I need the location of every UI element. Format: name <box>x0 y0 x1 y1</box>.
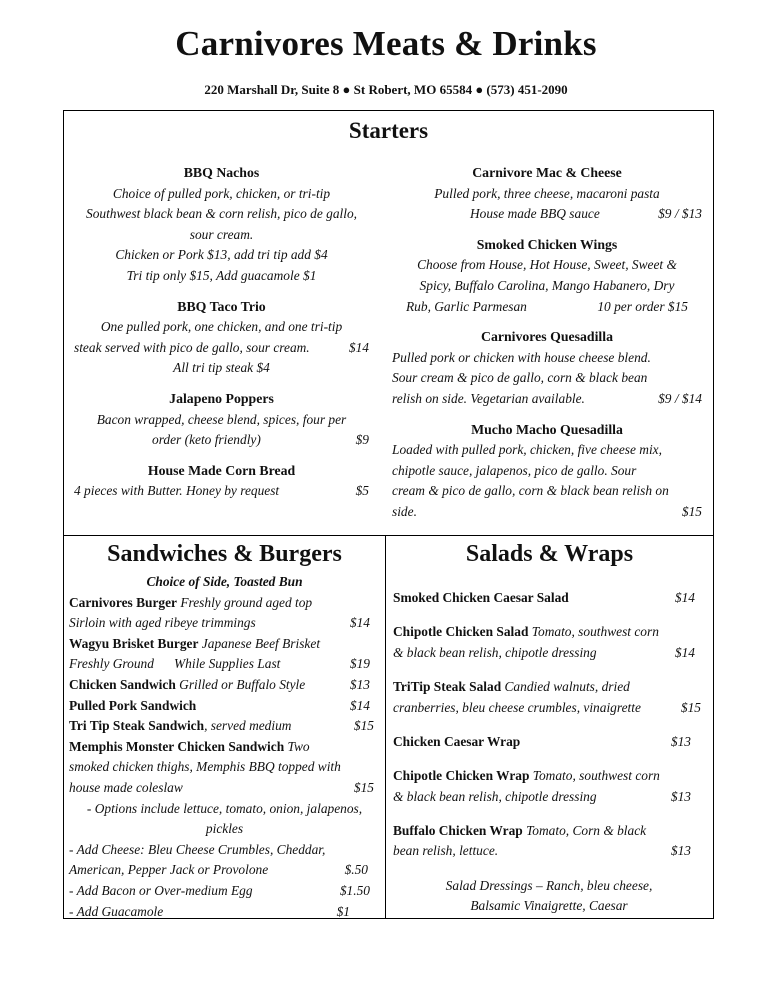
starters-left-column <box>74 163 369 512</box>
item-price: $15 <box>680 699 701 715</box>
item-desc: Tomato, Corn & black <box>522 822 647 838</box>
item-price: $15 <box>353 718 374 734</box>
menu-item-bbq-taco-trio <box>74 297 369 379</box>
item-desc: Freshly Ground While Supplies Last <box>69 656 281 672</box>
item-desc: Grilled or Buffalo Style <box>175 676 306 692</box>
item-desc: house made coleslaw <box>69 779 183 795</box>
item-desc: Loaded with pulled pork, chicken, five cheese mix, <box>392 442 662 458</box>
item-desc: chipotle sauce, jalapenos, pico de gallo. Sour <box>392 462 637 478</box>
item-desc: , served medium <box>204 718 292 734</box>
item-price: $13 <box>670 843 691 859</box>
item-name: House Made Corn Bread <box>147 462 296 478</box>
menu-item-tritip-salad <box>393 677 705 718</box>
item-price: $19 <box>349 656 370 672</box>
item-desc: & black bean relish, chipotle dressing <box>393 788 597 804</box>
item-name: Chipotle Chicken Salad <box>393 624 529 640</box>
salads-title: Salads & Wraps <box>465 541 634 567</box>
item-desc: & black bean relish, chipotle dressing <box>393 644 597 660</box>
item-price: $14 <box>674 590 695 605</box>
option-text: - Add Bacon or Over-medium Egg <box>69 882 253 898</box>
item-desc: Pulled pork, three cheese, macaroni pasta <box>434 185 660 201</box>
item-name: Tri Tip Steak Sandwich <box>69 718 205 734</box>
restaurant-title: Carnivores Meats & Drinks <box>175 24 597 63</box>
menu-item-corn-bread <box>74 461 369 502</box>
option-text: pickles <box>205 821 244 837</box>
item-desc: Southwest black bean & corn relish, pico de gallo, <box>86 206 357 222</box>
menu-item-chipotle-wrap <box>393 766 705 807</box>
item-desc: Sour cream & pico de gallo, corn & black bean <box>392 370 648 386</box>
item-name: Smoked Chicken Wings <box>476 236 618 252</box>
item-name: Mucho Macho Quesadilla <box>471 421 623 437</box>
item-price: $14 <box>348 339 369 355</box>
menu-item-smoked-caesar <box>393 588 705 609</box>
item-desc: Freshly ground aged top <box>176 594 313 610</box>
item-desc: cream & pico de gallo, corn & black bean relish on <box>392 483 669 499</box>
option-price: $.50 <box>344 862 368 878</box>
item-desc: steak served with pico de gallo, sour cream. <box>74 339 310 355</box>
menu-item-mucho-macho-quesadilla <box>392 420 702 523</box>
menu-item-carnivores-burger <box>69 593 380 634</box>
item-price-line: All tri tip steak $4 <box>173 360 270 376</box>
sandwiches-section <box>63 535 386 919</box>
starters-section <box>63 110 714 536</box>
item-name: Jalapeno Poppers <box>169 390 274 406</box>
item-desc: bean relish, lettuce. <box>393 843 499 859</box>
menu-item-bbq-nachos <box>74 163 369 287</box>
item-desc: Candied walnuts, dried <box>501 678 630 694</box>
item-name: Carnivore Mac & Cheese <box>472 165 622 180</box>
starters-title: Starters <box>348 118 429 143</box>
item-desc: Two <box>284 738 310 754</box>
item-desc: smoked chicken thighs, Memphis BBQ topped with <box>69 759 341 775</box>
item-desc: order (keto friendly) <box>152 432 261 448</box>
item-desc: Choose from House, Hot House, Sweet, Sweet & <box>417 257 677 273</box>
option-text: American, Pepper Jack or Provolone <box>69 862 269 878</box>
menu-item-wagyu-burger <box>69 634 380 675</box>
menu-item-chicken-caesar-wrap <box>393 732 705 753</box>
item-desc: Spicy, Buffalo Carolina, Mango Habanero, Dry <box>419 277 675 293</box>
item-name: BBQ Taco Trio <box>177 298 266 314</box>
item-name: Memphis Monster Chicken Sandwich <box>69 738 285 754</box>
item-desc: Pulled pork or chicken with house cheese blend. <box>392 349 651 365</box>
item-name: Chicken Caesar Wrap <box>393 733 521 749</box>
sandwiches-title: Sandwiches & Burgers <box>107 541 342 567</box>
item-price: $13 <box>349 676 370 692</box>
item-price: $13 <box>670 788 691 804</box>
item-price: $14 <box>349 697 370 713</box>
item-desc: side. <box>392 503 417 519</box>
item-desc: Bacon wrapped, cheese blend, spices, four per <box>96 411 347 427</box>
item-price: $9 / $13 <box>658 206 702 222</box>
item-name: Buffalo Chicken Wrap <box>393 822 523 838</box>
item-price: $15 <box>681 503 702 519</box>
item-name: Chicken Sandwich <box>69 676 176 692</box>
item-desc: 4 pieces with Butter. Honey by request <box>74 483 280 499</box>
menu-item-pulled-pork <box>69 696 380 717</box>
option-text: - Add Guacamole <box>69 903 164 919</box>
salad-dressings: Balsamic Vinaigrette, Caesar <box>470 898 628 914</box>
item-desc: Choice of pulled pork, chicken, or tri-tip <box>112 185 331 201</box>
menu-item-chipotle-salad <box>393 622 705 663</box>
item-price: 10 per order $15 <box>597 298 688 314</box>
item-name: Wagyu Brisket Burger <box>69 635 199 651</box>
item-price: $14 <box>349 615 370 631</box>
item-price: $9 / $14 <box>658 390 702 406</box>
item-name: Pulled Pork Sandwich <box>69 697 197 713</box>
item-name: TriTip Steak Salad <box>393 678 502 694</box>
item-price: $14 <box>674 644 695 660</box>
salad-dressings: Salad Dressings – Ranch, bleu cheese, <box>445 877 653 893</box>
menu-item-jalapeno-poppers <box>74 389 369 451</box>
option-price: $1 <box>336 903 350 919</box>
item-price: $15 <box>353 779 374 795</box>
item-name: Carnivores Quesadilla <box>481 329 613 345</box>
item-price: $9 <box>355 432 369 448</box>
item-desc: Sirloin with aged ribeye trimmings <box>69 615 256 631</box>
item-desc: One pulled pork, one chicken, and one tri-tip <box>100 319 343 335</box>
starters-right-column <box>392 163 702 533</box>
item-price-line: Tri tip only $15, Add guacamole $1 <box>126 267 317 283</box>
option-price: $1.50 <box>339 882 370 898</box>
menu-item-carnivores-quesadilla <box>392 327 702 409</box>
item-desc: Rub, Garlic Parmesan <box>406 298 527 314</box>
item-desc: relish on side. Vegetarian available. <box>392 390 585 406</box>
menu-item-mac-cheese <box>392 163 702 225</box>
option-text: - Add Cheese: Bleu Cheese Crumbles, Cheddar, <box>69 841 326 857</box>
item-desc: Tomato, southwest corn <box>528 624 659 640</box>
item-price: $13 <box>670 733 691 749</box>
item-name: Carnivores Burger <box>69 594 177 610</box>
menu-item-tri-tip-sandwich <box>69 716 380 737</box>
salads-list <box>393 588 705 917</box>
item-desc: House made BBQ sauce <box>470 206 600 222</box>
item-name: BBQ Nachos <box>183 165 260 180</box>
item-desc: cranberries, bleu cheese crumbles, vinaigrette <box>393 699 641 715</box>
menu-item-memphis-monster <box>69 737 380 799</box>
item-desc: Tomato, southwest corn <box>529 767 660 783</box>
option-text: - Options include lettuce, tomato, onion, jalapenos, <box>86 800 363 816</box>
item-name: Smoked Chicken Caesar Salad <box>393 590 569 605</box>
salads-section <box>385 535 714 919</box>
sandwiches-subtitle: Choice of Side, Toasted Bun <box>146 574 303 589</box>
item-price-line: Chicken or Pork $13, add tri tip add $4 <box>115 247 328 263</box>
item-price: $5 <box>355 483 369 499</box>
menu-item-smoked-wings <box>392 235 702 317</box>
menu-item-chicken-sandwich <box>69 675 380 696</box>
item-desc: sour cream. <box>189 226 254 242</box>
sandwiches-list <box>69 572 380 922</box>
item-name: Chipotle Chicken Wrap <box>393 767 530 783</box>
menu-item-buffalo-wrap <box>393 821 705 862</box>
item-desc: Japanese Beef Brisket <box>198 635 321 651</box>
restaurant-address: 220 Marshall Dr, Suite 8 ● St Robert, MO 65584 ● (573) 451-2090 <box>204 82 568 97</box>
